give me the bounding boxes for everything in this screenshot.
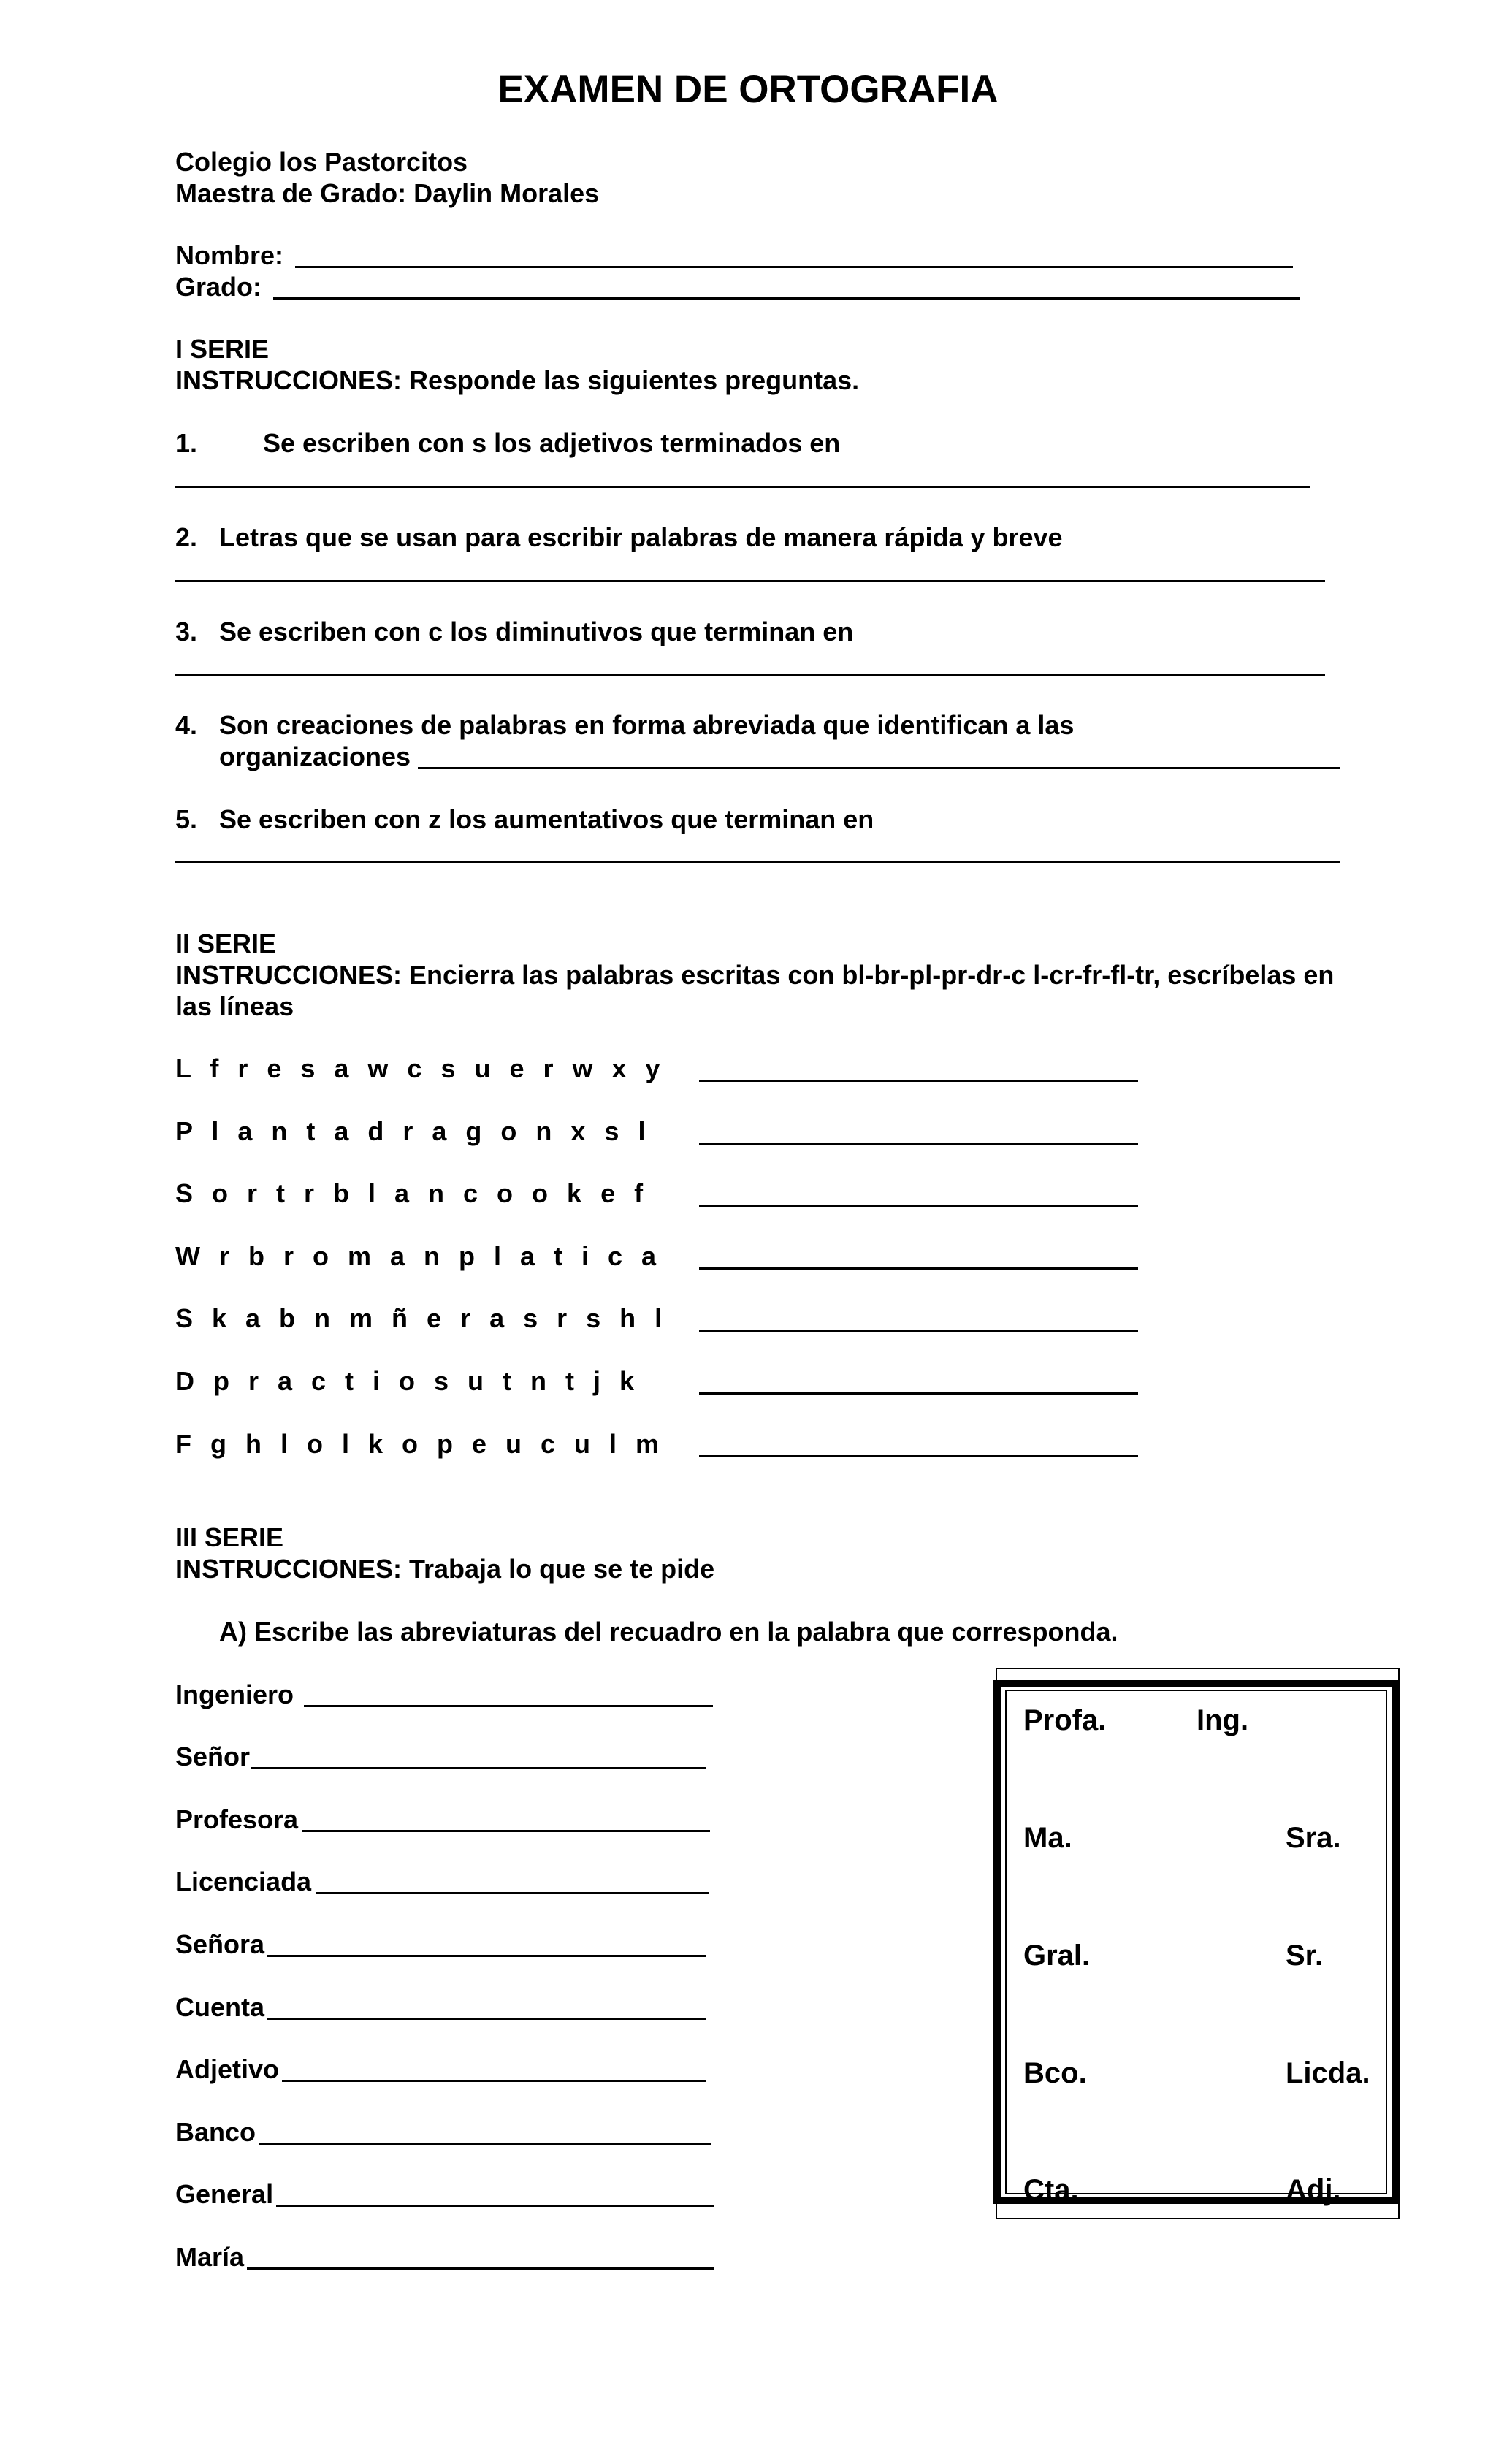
q2-answer-line[interactable]: [175, 580, 1325, 582]
serie2-instructions-continued: las líneas: [175, 991, 294, 1021]
word-label: Banco: [175, 2117, 256, 2147]
word-label: María: [175, 2242, 245, 2272]
abbreviation-profa: Profa.: [1023, 1704, 1107, 1736]
abbreviation-ma: Ma.: [1023, 1822, 1072, 1854]
word-answer-line[interactable]: [304, 1705, 713, 1707]
abbreviation-bco: Bco.: [1023, 2057, 1087, 2089]
word-label: Licenciada: [175, 1866, 312, 1896]
teacher-name: Maestra de Grado: Daylin Morales: [175, 178, 600, 208]
word-answer-line[interactable]: [316, 1892, 709, 1894]
word-answer-line[interactable]: [282, 2080, 706, 2082]
word-answer-line[interactable]: [267, 2018, 706, 2020]
serie2-heading: II SERIE: [175, 928, 277, 958]
letter-row: S k a b n m ñ e r a s r s h l: [175, 1303, 668, 1333]
letter-row-answer-line[interactable]: [699, 1267, 1138, 1270]
q5-text: Se escriben con z los aumentativos que terminan en: [219, 804, 874, 834]
serie3-heading: III SERIE: [175, 1522, 284, 1552]
word-label: General: [175, 2179, 274, 2209]
school-name: Colegio los Pastorcitos: [175, 147, 468, 177]
letter-row-answer-line[interactable]: [699, 1080, 1138, 1082]
word-label: Señora: [175, 1929, 265, 1959]
name-answer-line[interactable]: [295, 266, 1293, 268]
word-label: Señor: [175, 1742, 251, 1771]
letter-row: P l a n t a d r a g o n x s l: [175, 1116, 652, 1146]
word-answer-line[interactable]: [259, 2143, 711, 2145]
letter-row: F g h l o l k o p e u c u l m: [175, 1429, 665, 1459]
q5-answer-line[interactable]: [175, 861, 1340, 863]
q1-number: 1.: [175, 428, 198, 458]
q5-number: 5.: [175, 804, 198, 834]
abbreviation-adj: Adj.: [1286, 2174, 1341, 2206]
word-answer-line[interactable]: [247, 2267, 714, 2270]
abbreviation-ing: Ing.: [1197, 1704, 1249, 1736]
abbreviation-sra: Sra.: [1286, 1822, 1341, 1854]
word-label: Adjetivo: [175, 2054, 280, 2084]
serie3-instructions: INSTRUCCIONES: Trabaja lo que se te pide: [175, 1554, 715, 1584]
serie1-heading: I SERIE: [175, 334, 270, 364]
q4-number: 4.: [175, 710, 198, 740]
abbreviation-gral: Gral.: [1023, 1939, 1091, 1972]
grade-answer-line[interactable]: [273, 297, 1300, 300]
name-label: Nombre:: [175, 240, 284, 270]
letter-row: S o r t r b l a n c o o k e f: [175, 1178, 649, 1208]
letter-row: L f r e s a w c s u e r w x y: [175, 1053, 666, 1083]
abbreviation-cta: Cta.: [1023, 2174, 1079, 2206]
letter-row-answer-line[interactable]: [699, 1392, 1138, 1395]
word-answer-line[interactable]: [302, 1830, 710, 1832]
q1-answer-line[interactable]: [175, 486, 1310, 488]
serie2-instructions: INSTRUCCIONES: Encierra las palabras escritas con bl-br-pl-pr-dr-c l-cr-fr-fl-tr, escríbelas en: [175, 960, 1335, 990]
letter-row: W r b r o m a n p l a t i c a: [175, 1241, 663, 1271]
serie1-instructions: INSTRUCCIONES: Responde las siguientes preguntas.: [175, 365, 860, 395]
letter-row-answer-line[interactable]: [699, 1455, 1138, 1457]
q2-text: Letras que se usan para escribir palabras de manera rápida y breve: [219, 522, 1063, 552]
q3-text: Se escriben con c los diminutivos que terminan en: [219, 617, 854, 646]
word-answer-line[interactable]: [276, 2205, 714, 2207]
word-label: Profesora: [175, 1804, 299, 1834]
letter-row-answer-line[interactable]: [699, 1205, 1138, 1207]
abbreviation-licda: Licda.: [1286, 2057, 1370, 2089]
task-a-instruction: A) Escribe las abreviaturas del recuadro en la palabra que corresponda.: [219, 1617, 1118, 1647]
word-label: Ingeniero: [175, 1679, 294, 1709]
q4-text: Son creaciones de palabras en forma abreviada que identifican a las: [219, 710, 1075, 740]
letter-row: D p r a c t i o s u t n t j k: [175, 1366, 641, 1396]
word-label: Cuenta: [175, 1992, 265, 2022]
grade-label: Grado:: [175, 272, 262, 302]
abbreviation-sr: Sr.: [1286, 1939, 1324, 1972]
q4-text-continued: organizaciones: [219, 741, 411, 771]
q3-answer-line[interactable]: [175, 674, 1325, 676]
q1-text: Se escriben con s los adjetivos terminados en: [263, 428, 841, 458]
q2-number: 2.: [175, 522, 198, 552]
letter-row-answer-line[interactable]: [699, 1330, 1138, 1332]
letter-row-answer-line[interactable]: [699, 1143, 1138, 1145]
page-title: EXAMEN DE ORTOGRAFIA: [497, 68, 999, 111]
q3-number: 3.: [175, 617, 198, 646]
word-answer-line[interactable]: [267, 1955, 706, 1957]
q4-answer-line[interactable]: [418, 767, 1340, 769]
word-answer-line[interactable]: [251, 1767, 706, 1769]
